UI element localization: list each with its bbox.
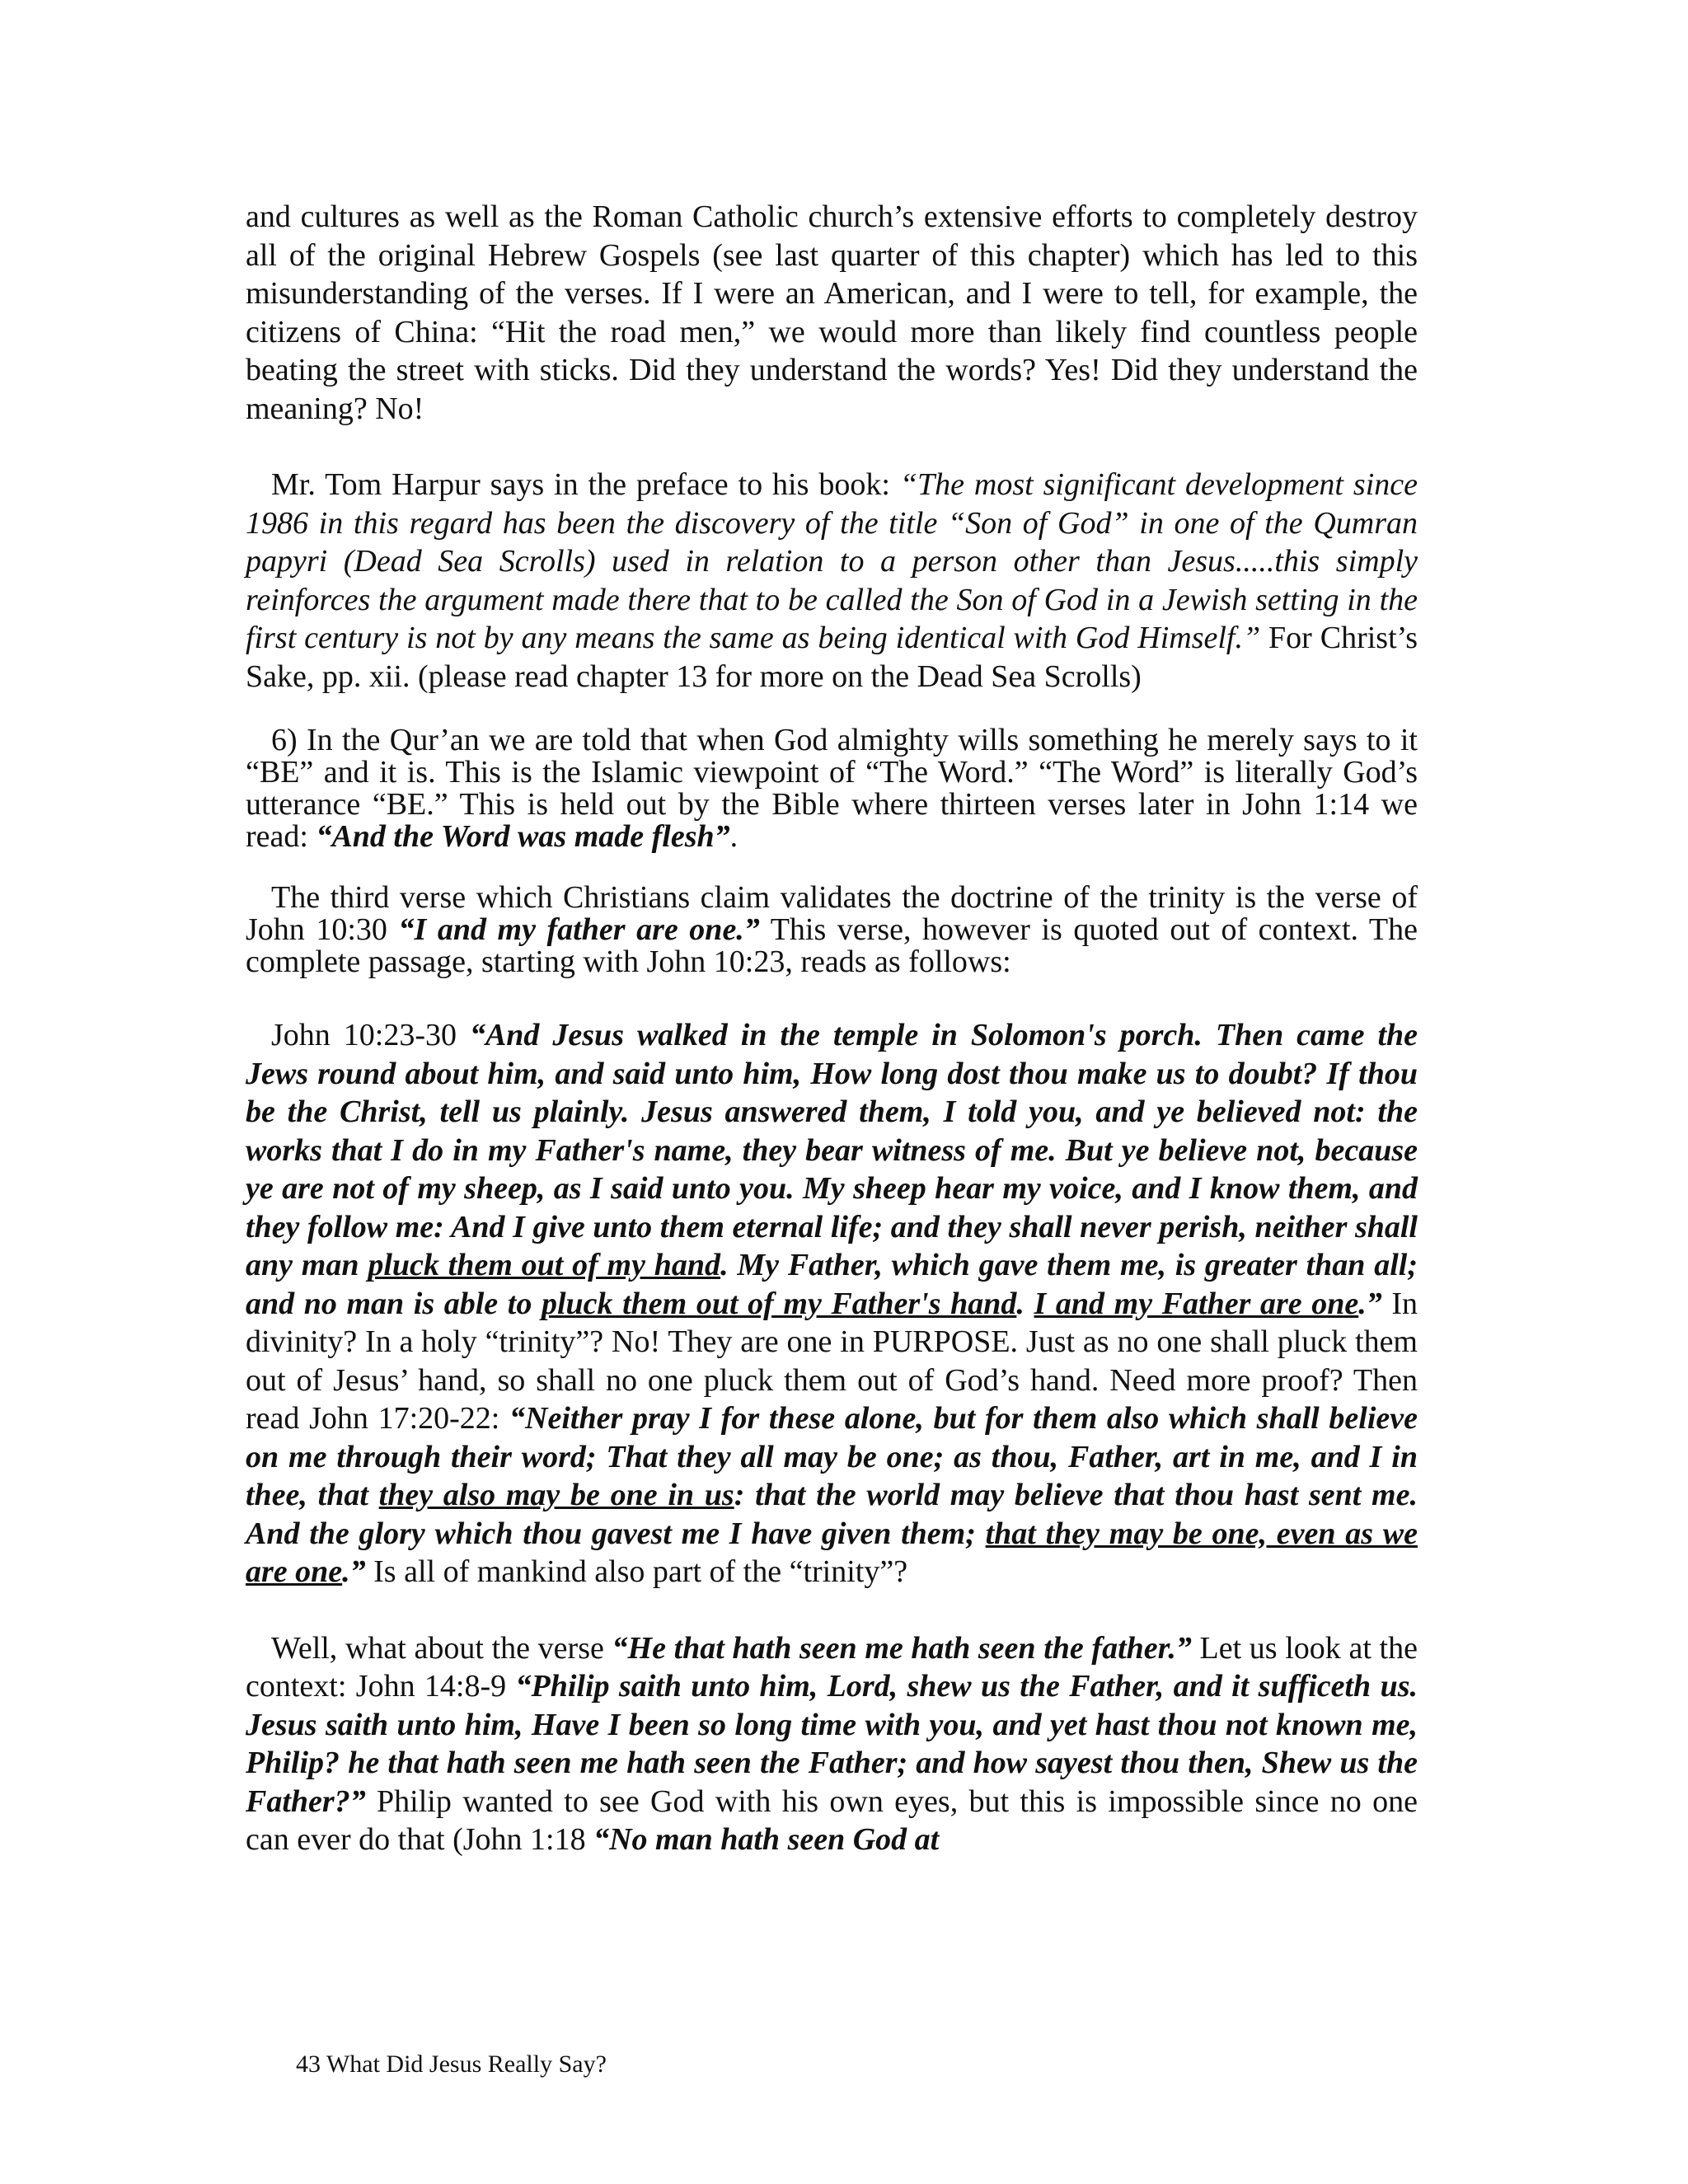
underlined-quote-run: they also may be one in us: [378, 1478, 734, 1512]
quote-run: “And Jesus walked in the temple in Solomon's porch. Then came the Jews round about him, and said unto him, How long dost thou make us to doubt? If thou be the Christ, tell us plainly. Jesus answered them, I told you, and ye believed not: the works that I do in my Father's name, they bear witness of me. But ye believe not, because ye are not of my sheep, as I said unto you. My sheep hear my voice, and I know them, and they follow me: And I give unto them eternal life; and they shall never perish, neither shall any man: [246, 1018, 1418, 1282]
paragraph-1: [246, 198, 1418, 428]
page-footer: 43 What Did Jesus Really Say?: [296, 2050, 607, 2078]
quote-run: .”: [342, 1554, 366, 1589]
paragraph-5: [246, 1016, 1418, 1591]
quote-run: “No man hath seen God at: [593, 1822, 940, 1857]
page-body: [246, 198, 1418, 1859]
text-run: For Christ’s Sake, pp. xii. (please read chapter 13 for more on the Dead Sea Scrolls): [246, 621, 1418, 694]
underlined-quote-run: that they may be one, even as we are one: [246, 1516, 1418, 1589]
quote-run: . My Father, which gave them me, is greater than all; and no man is able to: [246, 1248, 1418, 1321]
text-run: and cultures as well as the Roman Catholic church’s extensive efforts to completely destroy all of the original Hebrew Gospels (see last quarter of this chapter) which has led to this misunderstanding of the verses. If I were an American, and I were to tell, for example, the citizens of China: “Hit the road men,” we would more than likely find countless people beating the street with sticks. Did they understand the words? Yes! Did they understand the meaning? No!: [246, 199, 1418, 426]
quote-run: “Neither pray I for these alone, but for them also which shall believe on me through their word; That they all may be one; as thou, Father, art in me, and I in thee, that: [246, 1401, 1418, 1512]
text-run: In divinity? In a holy “trinity”? No! They are one in PURPOSE. Just as no one shall pluck them out of Jesus’ hand, so shall no one pluck them out of God’s hand. Need more proof? Then read John 17:20-22:: [246, 1286, 1418, 1436]
quote-run: : that the world may believe that thou hast sent me. And the glory which thou gavest me I have given them;: [246, 1478, 1418, 1551]
text-run: Let us look at the context: John 14:8-9: [246, 1630, 1418, 1704]
paragraph-4: [246, 882, 1418, 978]
text-run: Philip wanted to see God with his own eyes, but this is impossible since no one can ever do that (John 1:18: [246, 1783, 1418, 1857]
text-run: John 10:23-30: [271, 1018, 470, 1052]
text-run: Well, what about the verse: [271, 1630, 612, 1666]
underlined-quote-run: pluck them out of my hand: [368, 1248, 721, 1282]
text-run: The third verse which Christians claim validates the doctrine of the trinity is the verse of John 10:30: [246, 880, 1418, 947]
quote-run: .: [1016, 1286, 1034, 1321]
text-run: .: [729, 819, 738, 854]
text-run: Mr. Tom Harpur says in the preface to his book:: [271, 467, 900, 502]
quote-run: .”: [1358, 1286, 1382, 1321]
quote-run: “He that hath seen me hath seen the father.”: [612, 1630, 1192, 1666]
text-run: Is all of mankind also part of the “trinity”?: [365, 1554, 908, 1589]
underlined-quote-run: pluck them out of my Father's hand: [541, 1286, 1017, 1321]
paragraph-2: [246, 466, 1418, 696]
text-run: This verse, however is quoted out of context. The complete passage, starting with John 10:23, reads as follows:: [246, 912, 1418, 979]
quote-run: “Philip saith unto him, Lord, shew us the Father, and it sufficeth us. Jesus saith unto him, Have I been so long time with you, and yet hast thou not known me, Philip? he that hath seen me hath seen the Father; and how sayest thou then, Shew us the Father?”: [246, 1669, 1418, 1819]
quote-run: “The most significant development since 1986 in this regard has been the discovery of the title “Son of God” in one of the Qumran papyri (Dead Sea Scrolls) used in relation to a person other than Jesus.....this simply reinforces the argument made there that to be called the Son of God in a Jewish setting in the first century is not by any means the same as being identical with God Himself.”: [246, 467, 1418, 655]
underlined-quote-run: I and my Father are one: [1034, 1286, 1359, 1321]
paragraph-6: [246, 1629, 1418, 1859]
paragraph-3: [246, 724, 1418, 853]
quote-run: “I and my father are one.”: [398, 912, 760, 947]
text-run: 6) In the Qur’an we are told that when God almighty wills something he merely says to it “BE” and it is. This is the Islamic viewpoint of “The Word.” “The Word” is literally God’s utterance “BE.” This is held out by the Bible where thirteen verses later in John 1:14 we read:: [246, 723, 1418, 854]
quote-run: “And the Word was made flesh”: [316, 819, 730, 854]
